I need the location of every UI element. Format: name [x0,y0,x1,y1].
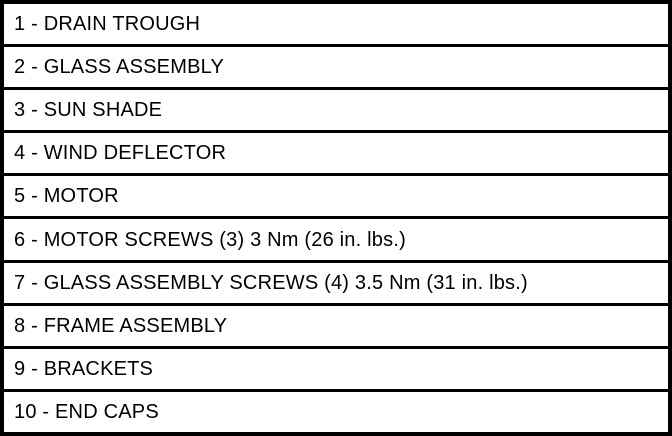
legend-item-label: 9 - BRACKETS [14,357,154,380]
table-row [4,392,668,432]
table-row [4,306,668,349]
table-row [4,4,668,47]
legend-item-label: 10 - END CAPS [14,400,159,423]
legend-item-label: 4 - WIND DEFLECTOR [14,142,227,165]
table-row [4,219,668,262]
table-row [4,349,668,392]
legend-item-label: 6 - MOTOR SCREWS (3) 3 Nm (26 in. lbs.) [14,228,406,251]
legend-item-label: 2 - GLASS ASSEMBLY [14,56,224,79]
table-row [4,133,668,176]
legend-item-label: 7 - GLASS ASSEMBLY SCREWS (4) 3.5 Nm (31 in. lbs.) [14,271,528,294]
table-row [4,176,668,219]
table-row [4,47,668,90]
legend-item-label: 1 - DRAIN TROUGH [14,13,201,36]
legend-item-label: 5 - MOTOR [14,185,119,208]
table-row [4,263,668,306]
legend-item-label: 8 - FRAME ASSEMBLY [14,314,228,337]
legend-item-label: 3 - SUN SHADE [14,99,163,122]
table-row [4,90,668,133]
